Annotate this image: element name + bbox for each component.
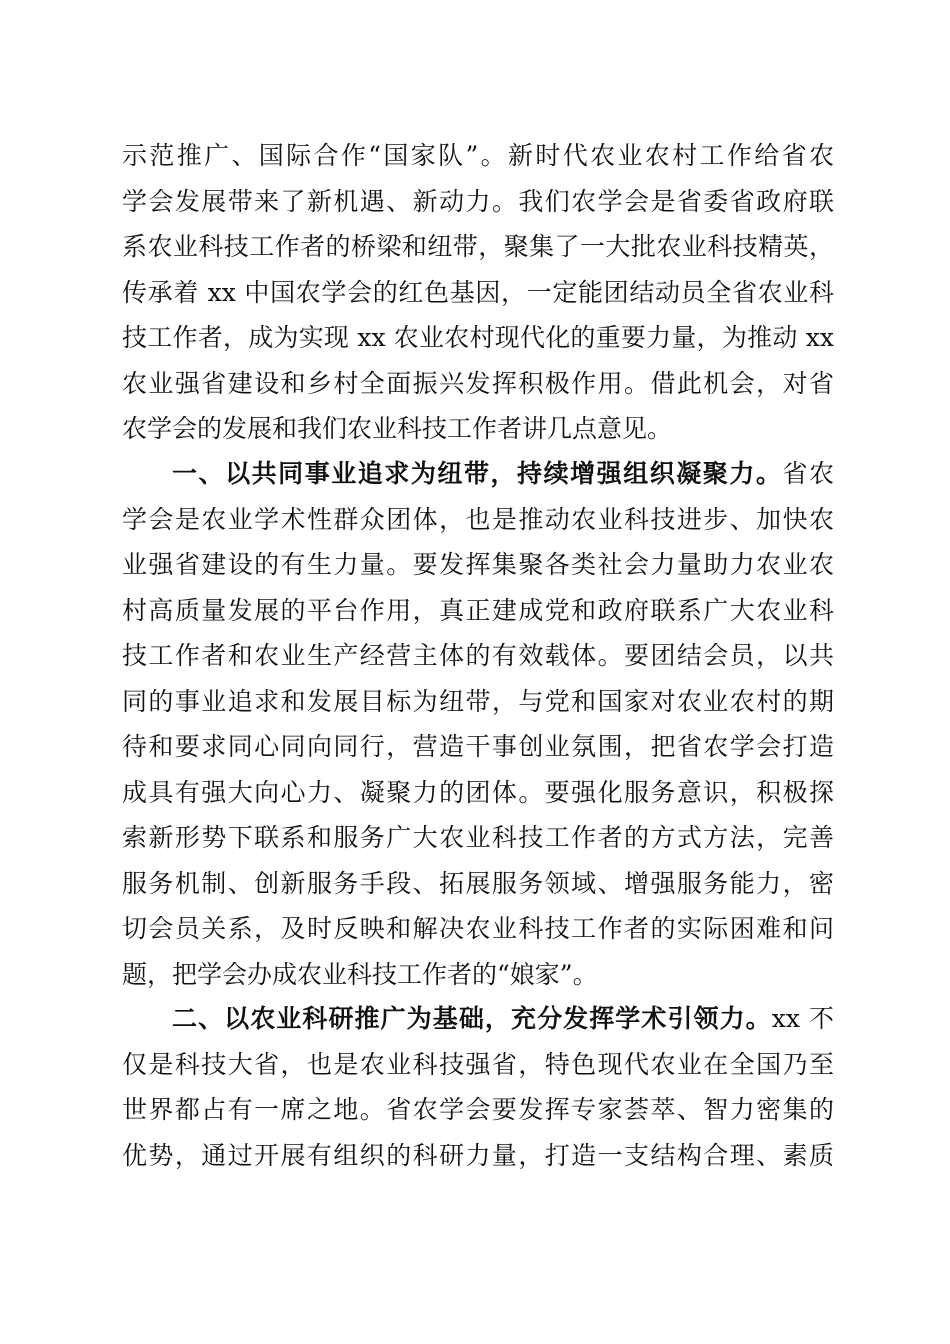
text-line: 成具有强大向心力、凝聚力的团体。要强化服务意识，积极探 [122,777,834,807]
text-line: 学会发展带来了新机遇、新动力。我们农学会是省委省政府联 [122,186,834,216]
text-line: 世界都占有一席之地。省农学会要发挥专家荟萃、智力密集的 [122,1095,834,1124]
text-line: 技工作者和农业生产经营主体的有效载体。要团结会员，以共 [122,641,834,670]
text-line: 切会员关系，及时反映和解决农业科技工作者的实际困难和问 [122,914,834,943]
text-line: 题，把学会办成农业科技工作者的“娘家”。 [122,959,598,989]
text-line: 待和要求同心同向同行，营造干事创业氛围，把省农学会打造 [122,732,834,761]
section-two-heading: 二、以农业科研推广为基础，充分发挥学术引领力。 [172,1004,772,1033]
section-one-first-line [122,451,834,497]
section-one-heading: 一、以共同事业追求为纽带，持续增强组织凝聚力。 [172,459,783,488]
text-line: 学会是农业学术性群众团体，也是推动农业科技进步、加快农 [122,504,834,534]
intro-paragraph [122,133,834,452]
section-one-first-line-rest: 省农 [782,459,834,488]
text-line: 传承着 xx 中国农学会的红色基因，一定能团结动员全省农业科 [122,277,834,307]
text-line: 仅是科技大省，也是农业科技强省，特色现代农业在全国乃至 [122,1049,834,1079]
text-line: 业强省建设的有生力量。要发挥集聚各类社会力量助力农业农 [122,550,834,579]
section-two-first-line-rest: xx 不 [771,1004,834,1033]
text-line: 示范推广、国际合作“国家队”。新时代农业农村工作给省农 [122,141,834,170]
text-line: 服务机制、创新服务手段、拓展服务领域、增强服务能力，密 [122,868,834,898]
text-line: 技工作者，成为实现 xx 农业农村现代化的重要力量，为推动 xx [122,323,834,352]
text-line: 同的事业追求和发展目标为纽带，与党和国家对农业农村的期 [122,686,834,716]
text-line: 农业强省建设和乡村全面振兴发挥积极作用。借此机会，对省 [122,368,834,398]
text-line: 村高质量发展的平台作用，真正建成党和政府联系广大农业科 [122,595,834,625]
text-line: 农学会的发展和我们农业科技工作者讲几点意见。 [122,414,673,443]
section-two-first-line [122,996,834,1042]
text-line: 索新形势下联系和服务广大农业科技工作者的方式方法，完善 [122,823,834,852]
text-line: 系农业科技工作者的桥梁和纽带，聚集了一大批农业科技精英， [122,232,834,261]
section-one-paragraph [122,451,834,997]
section-two-paragraph [122,996,834,1178]
text-line: 优势，通过开展有组织的科研力量，打造一支结构合理、素质 [122,1140,834,1170]
